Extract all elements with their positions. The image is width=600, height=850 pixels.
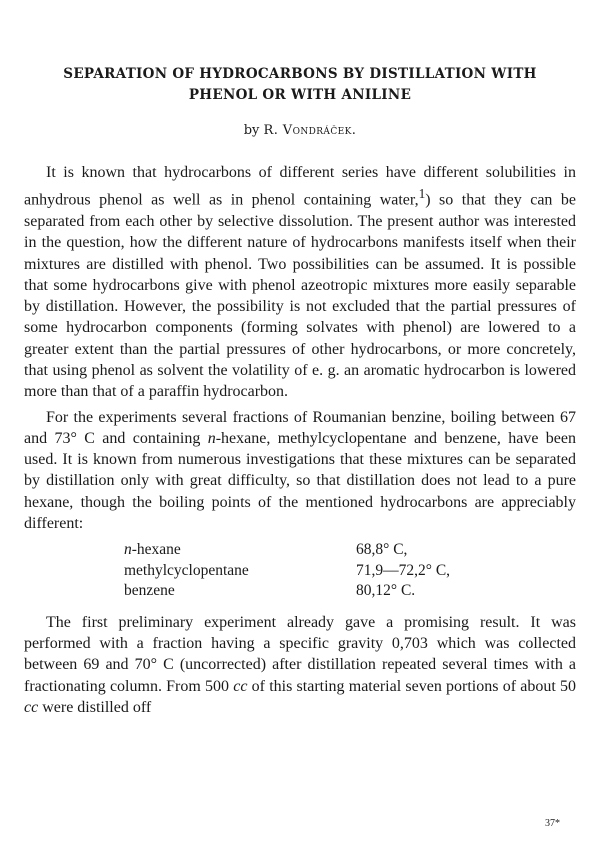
paper-title <box>30 64 570 106</box>
paragraph-3 <box>24 612 576 718</box>
byline-prefix: by <box>243 123 260 138</box>
paragraph-2-text-b: -hexane, methylcyclopentane and benzene, have been used. It is known from numerous investigations that these mixtures can be separated by distillation only with great difficulty, so that distillation does not lead to a pure hexane, though the boiling points of the mentioned hydrocarbons are appreciably different: <box>24 429 576 533</box>
paragraph-1 <box>24 162 576 403</box>
paragraph-3-cc-1: cc <box>233 677 248 695</box>
paragraph-3-text-b: of this starting material seven portions of about 50 <box>247 677 576 695</box>
table-name: -hexane <box>131 541 181 559</box>
author-name: R. Vondráček. <box>263 123 357 138</box>
title-line-1: SEPARATION OF HYDROCARBONS BY DISTILLATION WITH <box>63 66 537 82</box>
table-cell-name <box>124 540 356 561</box>
table-cell-value: 80,12° C. <box>356 582 416 600</box>
table-cell-name <box>124 561 356 582</box>
table-row <box>124 581 450 602</box>
paragraph-1-text-a: It is known that hydrocarbons of different series have different solubilities in anhydrous phenol as well as in phenol containing water, <box>24 164 576 209</box>
table-cell-value: 71,9—72,2° C, <box>356 561 451 579</box>
table-row <box>124 561 450 582</box>
paragraph-1-text-b: ) so that they can be separated from each other by selective dissolution. The present author was interested in the question, how the different nature of hydrocarbons manifests itself when their mixtures are distilled with phenol. Two possibilities can be assumed. It is possible that some hydrocarbons give with phenol azeotropic mixtures more easily separable by distillation. However, the possibility is not excluded that the partial pressures of some hydrocarbon components (forming solvates with phenol) are lowered to a greater extent than the partial pressures of other hydrocarbons, or more concretely, that using phenol as solvent the volatility of e. g. an aromatic hydrocarbon is lowered more than that of a paraffin hydrocarbon. <box>24 191 576 401</box>
paragraph-2-italic-n: n <box>207 429 216 447</box>
paragraph-3-text-a: The first preliminary experiment already gave a promising result. It was performed with a fraction having a specific gravity 0,703 which was collected between 69 and 70° C (uncorrected) after distillation repeated several times with a fractionating column. From 500 <box>24 613 576 695</box>
page-number: 37* <box>545 818 560 829</box>
table-name: benzene <box>124 582 175 600</box>
paragraph-3-text-c: were distilled off <box>38 699 152 717</box>
table-prefix: n <box>124 541 132 559</box>
article-body <box>24 162 576 718</box>
footnote-ref: 1 <box>418 186 426 202</box>
table-cell-name <box>124 581 356 602</box>
boiling-point-table <box>124 540 450 602</box>
title-line-2: PHENOL OR WITH ANILINE <box>188 87 412 103</box>
table-row <box>124 540 450 561</box>
paragraph-3-cc-2: cc <box>24 699 39 717</box>
table-name: methylcyclopentane <box>124 561 249 579</box>
paragraph-2 <box>24 407 576 535</box>
byline <box>30 123 570 138</box>
table-cell-value: 68,8° C, <box>356 541 408 559</box>
paragraph-2-text-a: For the experiments several fractions of Roumanian benzine, boiling between 67 and 73° C and containing <box>24 408 576 447</box>
